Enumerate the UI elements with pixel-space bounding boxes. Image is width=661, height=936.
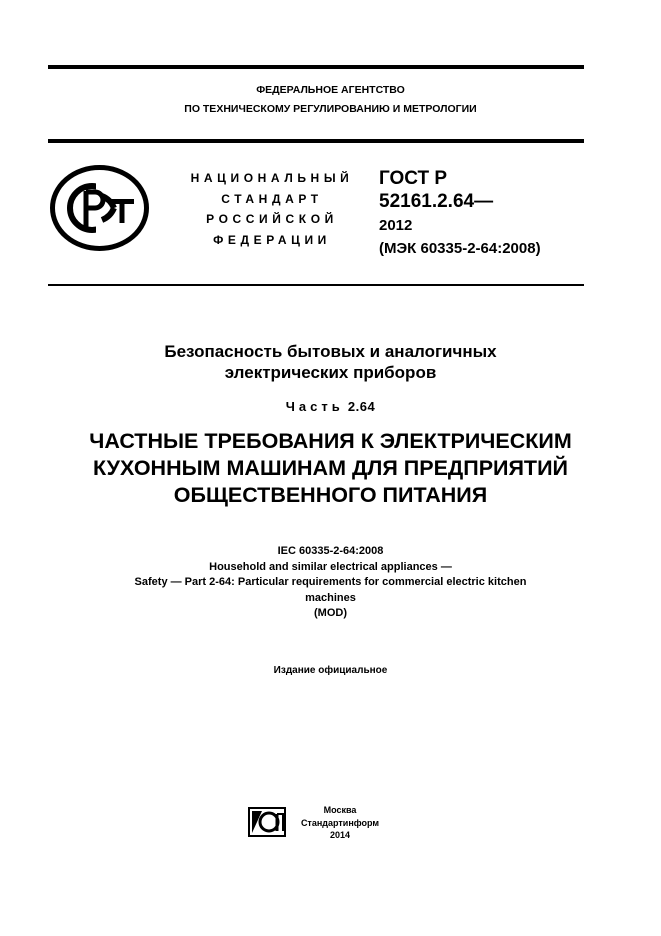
rst-emblem-icon [50, 165, 149, 251]
gost-line-2: 52161.2.64— [379, 191, 494, 212]
gost-line-3: 2012 [379, 217, 413, 234]
national-line-4: ФЕДЕРАЦИИ [213, 232, 331, 247]
title-line-1: ЧАСТНЫЕ ТРЕБОВАНИЯ К ЭЛЕКТРИЧЕСКИМ [89, 429, 572, 453]
standartinform-logo-icon [247, 806, 287, 838]
iec-line-2: Household and similar electrical appliances — [209, 560, 452, 573]
national-line-2: СТАНДАРТ [221, 191, 323, 206]
header-rule [48, 139, 584, 143]
iec-line-4: machines [305, 591, 356, 604]
part-word: Часть [285, 399, 344, 414]
iec-reference [0, 544, 661, 622]
iec-line-5: (MOD) [314, 607, 347, 619]
subtitle-line-2: электрических приборов [224, 363, 437, 382]
gost-line-4: (МЭК 60335-2-64:2008) [379, 240, 541, 257]
part-label [0, 398, 661, 416]
publisher-year: 2014 [329, 830, 351, 840]
iec-line-1: IEC 60335-2-64:2008 [277, 545, 384, 557]
publisher-info [295, 804, 385, 842]
document-title [0, 428, 661, 509]
agency-line-2: ПО ТЕХНИЧЕСКОМУ РЕГУЛИРОВАНИЮ И МЕТРОЛОГИИ [184, 103, 477, 115]
iec-line-3: Safety — Part 2-64: Particular requirements for commercial electric kitchen [134, 576, 527, 588]
national-line-3: РОССИЙСКОЙ [206, 212, 338, 226]
designation-rule [48, 284, 584, 286]
agency-line-1: ФЕДЕРАЛЬНОЕ АГЕНТСТВО [256, 84, 405, 96]
title-line-2: КУХОННЫМ МАШИНАМ ДЛЯ ПРЕДПРИЯТИЙ [93, 456, 568, 480]
part-number: 2.64 [347, 399, 376, 414]
publisher-city: Москва [323, 805, 357, 815]
national-standard-label [180, 168, 364, 250]
gost-designation [379, 167, 541, 260]
edition-label: Издание официальное [273, 665, 388, 676]
subtitle-line-1: Безопасность бытовых и аналогичных [164, 342, 497, 361]
title-line-3: ОБЩЕСТВЕННОГО ПИТАНИЯ [173, 483, 488, 507]
publisher-name: Стандартинформ [300, 817, 380, 828]
agency-name [0, 81, 661, 119]
document-subtitle [0, 341, 661, 383]
national-line-1: НАЦИОНАЛЬНЫЙ [190, 171, 354, 185]
gost-line-1: ГОСТ Р [379, 168, 448, 189]
top-rule [48, 65, 584, 69]
